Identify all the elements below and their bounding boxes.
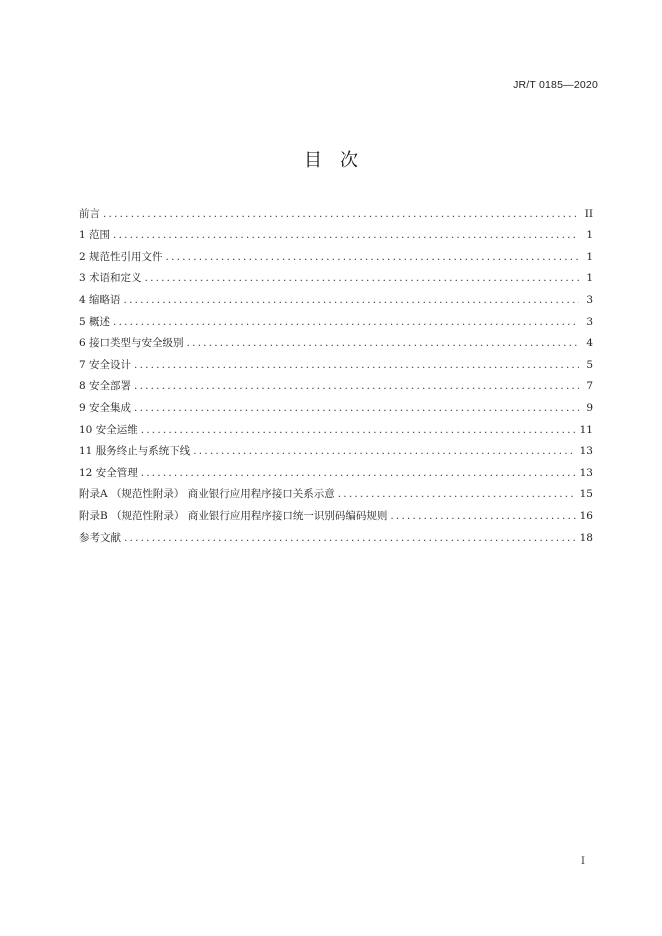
toc-entry-label: 9 安全集成 — [79, 401, 132, 414]
toc-entry-page: 13 — [579, 445, 593, 458]
toc-entry-appendix-b[interactable] — [79, 501, 593, 523]
toc-entry-label: 参考文献 — [79, 531, 121, 544]
toc-entry-security-design[interactable] — [79, 350, 593, 372]
toc-entry-label: 10 安全运维 — [79, 423, 138, 436]
toc-entry-appendix-a[interactable] — [79, 480, 593, 502]
toc-leader-dots — [113, 315, 579, 329]
toc-entry-page: 4 — [586, 337, 593, 350]
toc-entry-page: 5 — [586, 358, 593, 371]
toc-entry-label: 7 安全设计 — [79, 358, 132, 371]
toc-entry-label: 12 安全管理 — [79, 466, 138, 479]
toc-entry-page: 11 — [579, 423, 593, 436]
toc-entry-overview[interactable] — [79, 307, 593, 329]
toc-entry-label: 前言 — [79, 207, 100, 220]
toc-leader-dots — [103, 207, 579, 221]
toc-entry-page: 1 — [586, 272, 593, 285]
toc-leader-dots — [124, 293, 579, 307]
toc-entry-page: 9 — [586, 401, 593, 414]
toc-entry-foreword[interactable] — [79, 199, 593, 221]
toc-entry-page: 7 — [586, 380, 593, 393]
toc-entry-normative-references[interactable] — [79, 242, 593, 264]
toc-leader-dots — [141, 466, 576, 480]
toc-leader-dots — [145, 271, 579, 285]
table-of-contents — [79, 199, 593, 545]
toc-entry-page: 1 — [586, 229, 593, 242]
toc-leader-dots — [193, 444, 575, 458]
toc-leader-dots — [141, 423, 576, 437]
toc-entry-scope[interactable] — [79, 221, 593, 243]
toc-entry-page: II — [584, 207, 593, 220]
toc-entry-label: 4 缩略语 — [79, 293, 121, 306]
toc-entry-security-management[interactable] — [79, 458, 593, 480]
toc-entry-page: 1 — [586, 250, 593, 263]
toc-leader-dots — [338, 487, 576, 501]
toc-leader-dots — [166, 250, 579, 264]
page-number: I — [581, 856, 585, 867]
toc-title: 目次 — [304, 150, 376, 171]
toc-entry-page: 3 — [586, 293, 593, 306]
toc-entry-label: 附录A （规范性附录） 商业银行应用程序接口关系示意 — [79, 488, 335, 501]
toc-entry-label: 5 概述 — [79, 315, 111, 328]
toc-entry-terms-definitions[interactable] — [79, 264, 593, 286]
toc-entry-label: 3 术语和定义 — [79, 272, 142, 285]
toc-entry-security-integration[interactable] — [79, 393, 593, 415]
toc-entry-security-operations[interactable] — [79, 415, 593, 437]
toc-entry-label: 1 范围 — [79, 229, 111, 242]
toc-entry-bibliography[interactable] — [79, 523, 593, 545]
toc-entry-page: 16 — [579, 509, 593, 522]
toc-leader-dots — [134, 358, 579, 372]
toc-entry-page: 3 — [586, 315, 593, 328]
toc-entry-page: 15 — [579, 488, 593, 501]
document-code: JR/T 0185—2020 — [513, 79, 598, 91]
toc-leader-dots — [134, 401, 579, 415]
toc-leader-dots — [187, 336, 579, 350]
toc-leader-dots — [390, 509, 575, 523]
toc-entry-security-deployment[interactable] — [79, 372, 593, 394]
toc-entry-label: 11 服务终止与系统下线 — [79, 445, 191, 458]
toc-entry-interface-types[interactable] — [79, 329, 593, 351]
toc-entry-service-termination[interactable] — [79, 437, 593, 459]
toc-entry-label: 附录B （规范性附录） 商业银行应用程序接口统一识别码编码规则 — [79, 509, 388, 522]
toc-leader-dots — [124, 531, 576, 545]
toc-entry-page: 18 — [579, 531, 593, 544]
toc-leader-dots — [134, 379, 579, 393]
toc-entry-abbreviations[interactable] — [79, 285, 593, 307]
toc-entry-page: 13 — [579, 466, 593, 479]
toc-entry-label: 2 规范性引用文件 — [79, 250, 163, 263]
toc-leader-dots — [113, 228, 579, 242]
toc-entry-label: 8 安全部署 — [79, 380, 132, 393]
toc-entry-label: 6 接口类型与安全级别 — [79, 337, 184, 350]
